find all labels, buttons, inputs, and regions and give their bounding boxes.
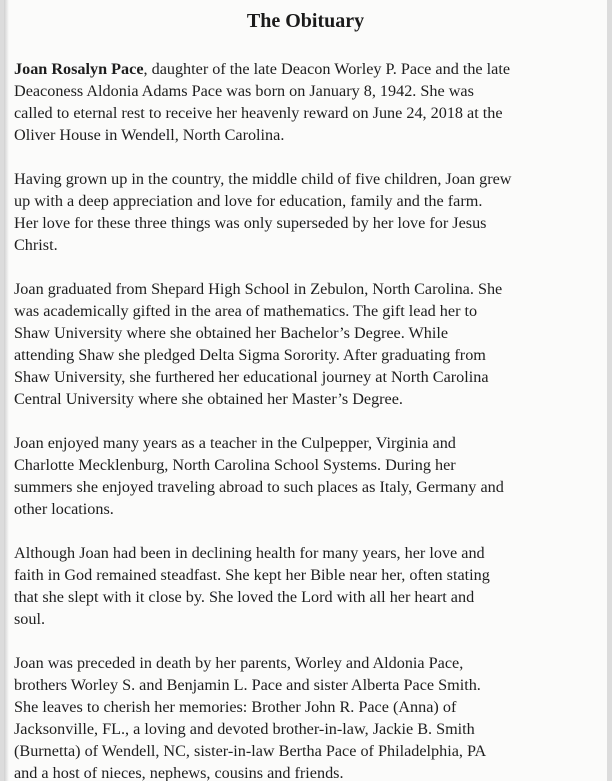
text-line: Joan enjoyed many years as a teacher in the Culpepper, Virginia and (14, 434, 456, 452)
text-line (14, 58, 599, 80)
text-line: faith in God remained steadfast. She kept her Bible near her, often stating (14, 566, 490, 584)
text-line: called to eternal rest to receive her heavenly reward on June 24, 2018 at the (14, 104, 503, 122)
text-line: Having grown up in the country, the middle child of five children, Joan grew (14, 170, 512, 188)
text-line-fragment: , daughter of the late Deacon Worley P. Pace and the late (143, 60, 511, 78)
text-line: Charlotte Mecklenburg, North Carolina School Systems. During her (14, 456, 456, 474)
text-line: Shaw University where she obtained her Bachelor’s Degree. While (14, 324, 449, 342)
paragraph-family (14, 652, 599, 781)
text-line: Joan graduated from Shepard High School in Zebulon, North Carolina. She (14, 280, 503, 298)
text-line: and a host of nieces, nephews, cousins and friends. (14, 764, 344, 781)
deceased-name: Joan Rosalyn Pace (14, 60, 144, 78)
text-line: soul. (14, 610, 46, 628)
text-line: Joan was preceded in death by her parents, Worley and Aldonia Pace, (14, 654, 464, 672)
text-line: other locations. (14, 500, 114, 518)
paragraph-faith (14, 542, 599, 630)
text-line: summers she enjoyed traveling abroad to such places as Italy, Germany and (14, 478, 504, 496)
page-title: The Obituary (246, 10, 365, 32)
text-line: Shaw University, she furthered her educational journey at North Carolina (14, 368, 489, 386)
text-line: Although Joan had been in declining health for many years, her love and (14, 544, 485, 562)
text-line: Her love for these three things was only superseded by her love for Jesus (14, 214, 487, 232)
text-line: Oliver House in Wendell, North Carolina. (14, 126, 285, 144)
text-line: Deaconess Aldonia Adams Pace was born on January 8, 1942. She was (14, 82, 474, 100)
text-line: Jacksonville, FL., a loving and devoted brother-in-law, Jackie B. Smith (14, 720, 475, 738)
text-line: brothers Worley S. and Benjamin L. Pace and sister Alberta Pace Smith. (14, 676, 481, 694)
text-line: She leaves to cherish her memories: Brother John R. Pace (Anna) of (14, 698, 457, 716)
text-line: Central University where she obtained her Master’s Degree. (14, 390, 403, 408)
paragraph-birth (14, 58, 599, 146)
paragraph-career (14, 432, 599, 520)
obituary-page (4, 0, 607, 781)
text-line: that she slept with it close by. She loved the Lord with all her heart and (14, 588, 475, 606)
text-line: Christ. (14, 236, 58, 254)
paragraph-education (14, 278, 599, 410)
paragraph-childhood (14, 168, 599, 256)
text-line: up with a deep appreciation and love for education, family and the farm. (14, 192, 483, 210)
text-line: attending Shaw she pledged Delta Sigma Sorority. After graduating from (14, 346, 486, 364)
obituary-body (14, 58, 599, 781)
text-line: was academically gifted in the area of mathematics. The gift lead her to (14, 302, 478, 320)
text-line: (Burnetta) of Wendell, NC, sister-in-law Bertha Pace of Philadelphia, PA (14, 742, 487, 760)
